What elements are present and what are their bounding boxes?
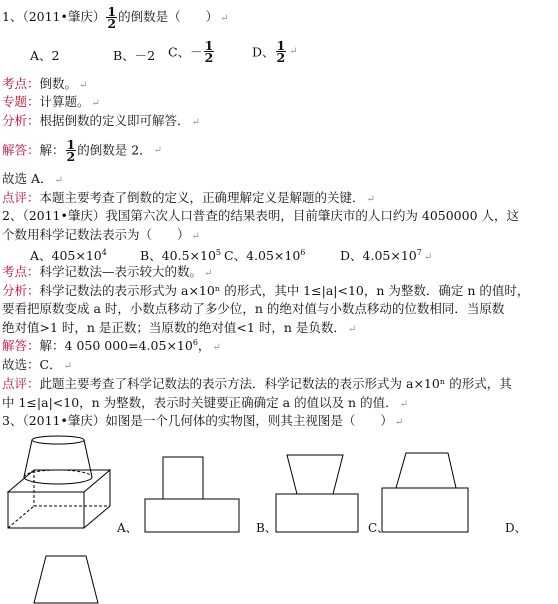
q3-option-a-figure [143, 456, 243, 534]
q2-option-d: D、$4.05\times 10^7$ ↵ [340, 247, 433, 263]
q2-guxuan: 故选：C． ↵ [2, 357, 72, 372]
q1-stem: 1、（2011•肇庆） $\frac{1}{2}$ 的倒数是（ ） ↵ [2, 4, 229, 31]
q2-option-b: B、$40.5\times 10^5$ [140, 247, 221, 263]
q2-stem-line1: 2、（2011•肇庆）我国第六次人口普查的结果表明，目前肇庆市的人口约为 4050000 人，这 [2, 208, 520, 223]
q2-fenxi-line2: 要看把原数变成 a 时，小数点移动了多少位，n 的绝对值与小数点移动的位数相同．当原数 [2, 301, 505, 316]
q3-option-d-label: D、 [505, 521, 527, 535]
q1-fenxi: 分析：根据倒数的定义即可解答． ↵ [2, 113, 200, 128]
q3-option-a-label: A、 [117, 521, 138, 535]
q1-kaodian: 考点：倒数。 ↵ [2, 76, 88, 91]
q2-option-c: C、$4.05\times 10^6$ [224, 247, 306, 263]
q2-fenxi-line1: 分析：科学记数法的表示形式为 a×10ⁿ 的形式，其中 1≤|a|<10，n 为整数．确定 n 的值时， [2, 283, 530, 298]
q3-solid-figure [4, 432, 116, 532]
q3-option-b-figure [274, 454, 364, 534]
q2-jieda: 解答：解：4 050 $000=4.05\times 10^6$， ↵ [2, 337, 221, 353]
q1-option-a: A、2 [30, 48, 60, 63]
q3-option-c-figure [380, 452, 472, 534]
q1-guxuan: 故选 A． ↵ [2, 171, 63, 186]
q2-option-a: A、$405\times 10^4$ [30, 247, 107, 263]
q1-dianping: 点评：本题主要考查了倒数的定义，正确理解定义是解题的关键． ↵ [2, 190, 375, 205]
q3-stem: 3、（2011•肇庆）如图是一个几何体的实物图，则其主视图是（ ） ↵ [2, 413, 404, 428]
q2-kaodian: 考点：科学记数法—表示较大的数。 ↵ [2, 264, 213, 279]
q2-fenxi-line3: 绝对值>1 时，n 是正数；当原数的绝对值<1 时，n 是负数． ↵ [2, 320, 357, 335]
q1-jieda: 解答：解： $\frac{1}{2}$ 的倒数是 2． ↵ [2, 137, 163, 164]
q1-option-d: D、 $\frac{1}{2}$ ↵ [252, 38, 298, 65]
q1-option-c: C、－ $\frac{1}{2}$ [168, 38, 214, 65]
q3-option-b-label: B、 [256, 521, 277, 535]
q2-dianping-line2: 中 1≤|a|<10，n 为整数，表示时关键要正确确定 a 的值以及 n 的值． ↵ [2, 395, 408, 410]
q2-dianping-line1: 点评：此题主要考查了科学记数法的表示方法．科学记数法的表示形式为 a×10ⁿ 的形式，其 [2, 376, 512, 391]
q1-option-b: B、－2 [113, 48, 156, 63]
q3-option-d-figure [6, 555, 126, 604]
q1-fraction: $\frac{1}{2}$ [107, 4, 117, 31]
q2-stem-line2: 个数用科学记数法表示为（ ） ↵ [2, 227, 200, 242]
q3-option-c-label: C、 [368, 521, 390, 535]
q1-zhuanti: 专题：计算题。 ↵ [2, 94, 100, 109]
